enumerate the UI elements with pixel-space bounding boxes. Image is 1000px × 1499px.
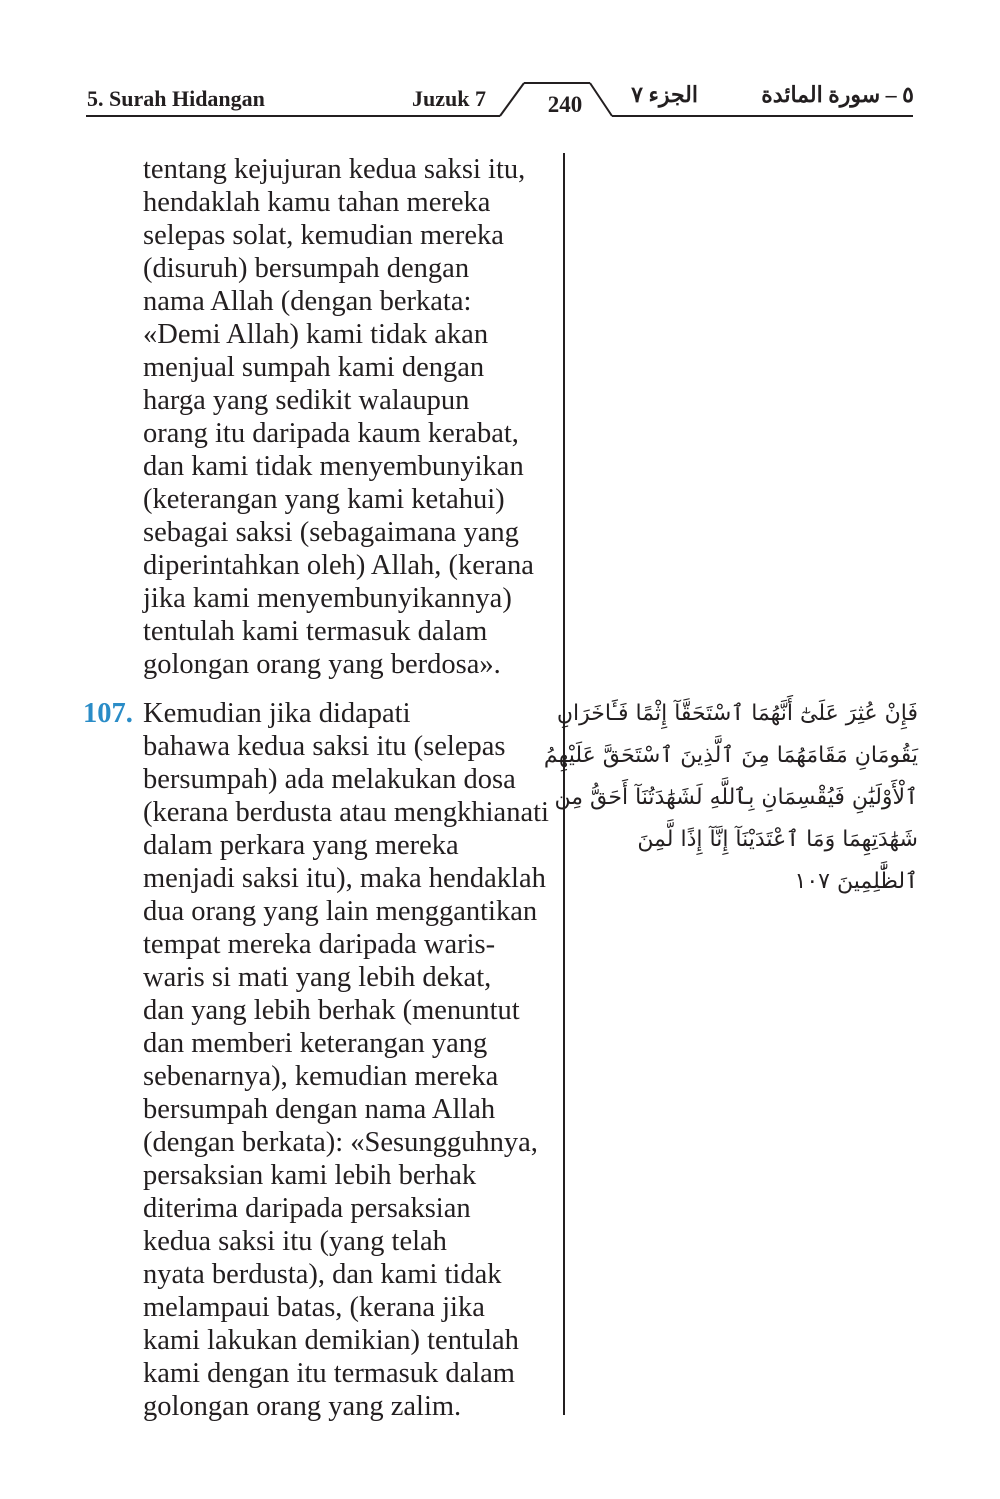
text-line: nyata berdusta), dan kami tidak [143, 1259, 502, 1290]
continuation-text [143, 153, 563, 681]
arabic-juz-label: الجزء ٧ [631, 82, 698, 107]
text-line: menjual sumpah kami dengan [143, 352, 485, 383]
text-line: Kemudian jika didapati [143, 698, 411, 729]
text-line: golongan orang yang zalim. [143, 1391, 462, 1422]
text-line: kami dengan itu termasuk dalam [143, 1358, 515, 1389]
text-line: menjadi saksi itu), maka hendaklah [143, 863, 546, 894]
text-line: jika kami menyembunyikannya) [143, 583, 512, 614]
text-line: nama Allah (dengan berkata: [143, 286, 472, 317]
text-line: selepas solat, kemudian mereka [143, 220, 504, 251]
arabic-line: ٱلظَّٰلِمِينَ ١٠٧ [794, 869, 918, 894]
text-line: melampaui batas, (kerana jika [143, 1292, 485, 1323]
juzuk-label: Juzuk 7 [412, 86, 486, 111]
arabic-line: يَقُومَانِ مَقَامَهُمَا مِنَ ٱلَّذِينَ ٱسْتَحَقَّ عَلَيْهِمُ [543, 743, 918, 768]
text-line: persaksian kami lebih berhak [143, 1160, 477, 1191]
text-line: diterima daripada persaksian [143, 1193, 471, 1224]
arabic-surah-title: ٥ – سورة المائدة [761, 82, 914, 107]
text-line: orang itu daripada kaum kerabat, [143, 418, 519, 449]
text-line: dalam perkara yang mereka [143, 830, 459, 861]
text-line: waris si mati yang lebih dekat, [143, 962, 492, 993]
surah-title: 5. Surah Hidangan [87, 86, 265, 111]
text-line: sebagai saksi (sebagaimana yang [143, 517, 519, 548]
arabic-line: فَإِنْ عُثِرَ عَلَىٰٓ أَنَّهُمَا ٱسْتَحَقَّآ إِثْمًا فَـَٔاخَرَانِ [556, 701, 918, 726]
text-line: sebenarnya), kemudian mereka [143, 1061, 499, 1092]
verse-number: 107. [83, 698, 133, 729]
text-line: kami lakukan demikian) tentulah [143, 1325, 519, 1356]
text-line: hendaklah kamu tahan mereka [143, 187, 491, 218]
arabic-line: شَهَٰدَتِهِمَا وَمَا ٱعْتَدَيْنَآ إِنَّآ إِذًا لَّمِنَ [637, 827, 918, 852]
page-header [0, 0, 1000, 130]
text-line: kedua saksi itu (yang telah [143, 1226, 447, 1257]
text-line: (disuruh) bersumpah dengan [143, 253, 470, 284]
text-line: bersumpah) ada melakukan dosa [143, 764, 516, 795]
text-line: tentang kejujuran kedua saksi itu, [143, 154, 526, 185]
text-line: dan memberi keterangan yang [143, 1028, 488, 1059]
verse-translation [143, 697, 563, 1423]
text-line: bersumpah dengan nama Allah [143, 1094, 496, 1125]
text-line: dua orang yang lain menggantikan [143, 896, 538, 927]
arabic-line: ٱلْأَوْلَيَٰنِ فَيُقْسِمَانِ بِٱللَّهِ لَشَهَٰدَتُنَآ أَحَقُّ مِن [554, 785, 918, 810]
text-line: golongan orang yang berdosa». [143, 649, 501, 680]
text-line: dan yang lebih berhak (menuntut [143, 995, 520, 1026]
text-line: harga yang sedikit walaupun [143, 385, 470, 416]
text-line: «Demi Allah) kami tidak akan [143, 319, 489, 350]
text-line: (keterangan yang kami ketahui) [143, 484, 505, 515]
text-line: diperintahkan oleh) Allah, (kerana [143, 550, 534, 581]
text-line: (kerana berdusta atau mengkhianati [143, 797, 549, 828]
text-line: tentulah kami termasuk dalam [143, 616, 488, 647]
text-line: tempat mereka daripada waris- [143, 929, 496, 960]
text-line: (dengan berkata): «Sesungguhnya, [143, 1127, 538, 1158]
text-line: dan kami tidak menyembunyikan [143, 451, 524, 482]
page-number: 240 [547, 92, 583, 117]
text-line: bahawa kedua saksi itu (selepas [143, 731, 506, 762]
arabic-verse [543, 693, 918, 903]
